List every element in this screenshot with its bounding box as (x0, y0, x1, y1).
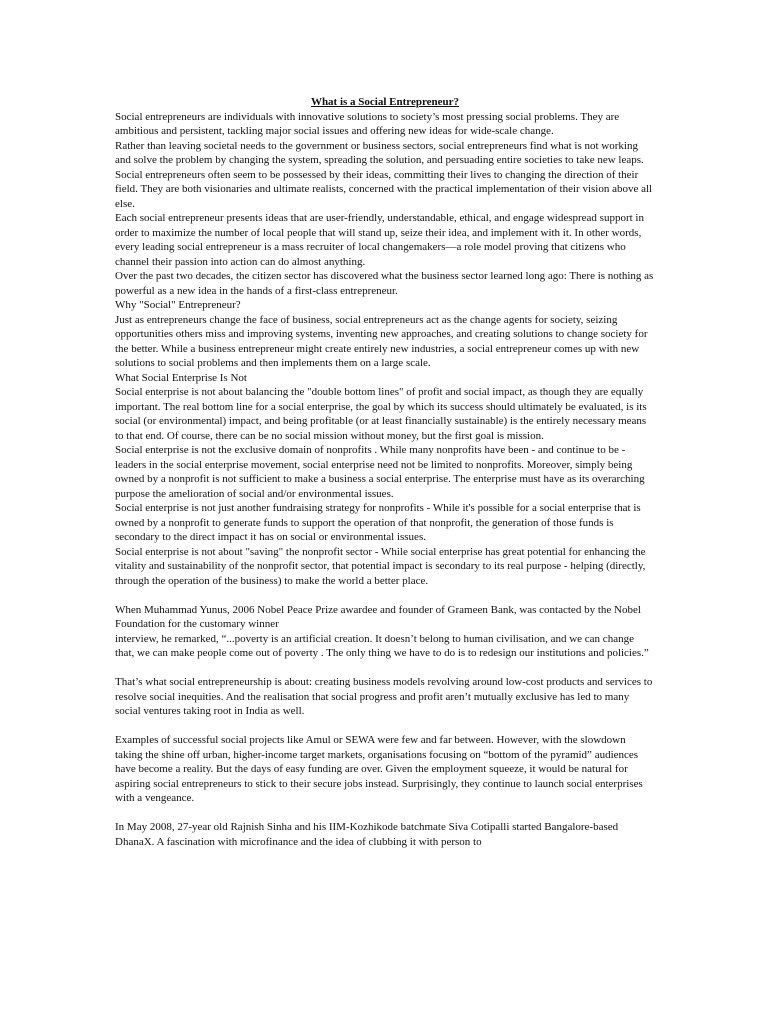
paragraph: Social enterprise is not about balancing the "double bottom lines" of profit and social impact, as though they are equally important. The real bottom line for a social enterprise, the goal by which its success should ultimately be evaluated, is its social (or environmental) impact, and being profitable (or at least financially sustainable) is the entirely necessary means to that end. Of course, there can be no social mission without money, but the first goal is mission. (115, 386, 647, 442)
paragraph: That’s what social entrepreneurship is about: creating business models revolving around low-cost products and services to resolve social inequities. And the realisation that social progress and profit aren’t mutually exclusive has led to many social ventures taking root in India as well. (115, 676, 653, 717)
paragraph: Social enterprise is not just another fundraising strategy for nonprofits - While it's possible for a social enterprise that is owned by a nonprofit to generate funds to support the operation of that nonprofit, the generation of those funds is secondary to the direct impact it has on social or environmental issues. (115, 502, 641, 543)
paragraph-gap (115, 806, 655, 821)
paragraph: Each social entrepreneur presents ideas that are user-friendly, understandable, ethical, and engage widespread support in order to maximize the number of local people that will stand up, seize their idea, and implement with it. In other words, every leading social entrepreneur is a mass recruiter of local changemakers—a role model proving that citizens who channel their passion into action can do almost anything. (115, 212, 644, 268)
paragraph: Social entrepreneurs are individuals with innovative solutions to society’s most pressing social problems. They are ambitious and persistent, tackling major social issues and offering new ideas for wide-scale change. (115, 110, 620, 137)
paragraph-gap (115, 719, 655, 734)
paragraph: interview, he remarked, “...poverty is an artificial creation. It doesn’t belong to human civilisation, and we can change that, we can make people come out of poverty . The only thing we have to do is to redesign our institutions and policies.” (115, 632, 649, 659)
paragraph: Rather than leaving societal needs to the government or business sectors, social entrepreneurs find what is not working and solve the problem by changing the system, spreading the solution, and persuading entire societies to take new leaps. (115, 139, 644, 166)
document-title: What is a Social Entrepreneur? (310, 96, 460, 108)
paragraph: Social entrepreneurs often seem to be possessed by their ideas, committing their lives to changing the direction of their field. They are both visionaries and ultimate realists, concerned with the practical implementation of their vision above all else. (115, 168, 653, 210)
document-page (115, 95, 655, 849)
paragraph: Just as entrepreneurs change the face of business, social entrepreneurs act as the change agents for society, seizing opportunities others miss and improving systems, inventing new approaches, and creating solutions to change society for the better. While a business entrepreneur might create entirely new industries, a social entrepreneur comes up with new solutions to social problems and then implements them on a large scale. (115, 313, 648, 369)
paragraph-gap (115, 588, 655, 603)
paragraph: Social enterprise is not the exclusive domain of nonprofits . While many nonprofits have been - and continue to be - leaders in the social enterprise movement, social enterprise need not be limited to nonprofits. Moreover, simply being owned by a nonprofit is not sufficient to make a business a social enterprise. The enterprise must have as its overarching purpose the amelioration of social and/or environmental issues. (115, 444, 645, 500)
paragraph: Over the past two decades, the citizen sector has discovered what the business sector learned long ago: There is nothing as powerful as a new idea in the hands of a first-class entrepreneur. (115, 270, 654, 297)
section-heading: Why "Social" Entrepreneur? (115, 299, 241, 311)
paragraph-gap (115, 661, 655, 676)
paragraph: Social enterprise is not about "saving" the nonprofit sector - While social enterprise has great potential for enhancing the vitality and sustainability of the nonprofit sector, that potential impact is secondary to its real purpose - helping (directly, through the operation of the business) to make the world a better place. (115, 545, 646, 587)
section-heading: What Social Enterprise Is Not (115, 371, 247, 384)
paragraph: Examples of successful social projects like Amul or SEWA were few and far between. However, with the slowdown taking the shine off urban, higher-income target markets, organisations focusing on “bottom of the pyramid” audiences have become a reality. But the days of easy funding are over. Given the employment squeeze, it would be natural for aspiring social entrepreneurs to stick to their secure jobs instead. Surprisingly, they continue to launch social enterprises with a vengeance. (115, 734, 643, 804)
paragraph: In May 2008, 27-year old Rajnish Sinha and his IIM-Kozhikode batchmate Siva Cotipalli started Bangalore-based DhanaX. A fascination with microfinance and the idea of clubbing it with person to (115, 821, 619, 848)
paragraph: When Muhammad Yunus, 2006 Nobel Peace Prize awardee and founder of Grameen Bank, was contacted by the Nobel Foundation for the customary winner (115, 603, 641, 630)
